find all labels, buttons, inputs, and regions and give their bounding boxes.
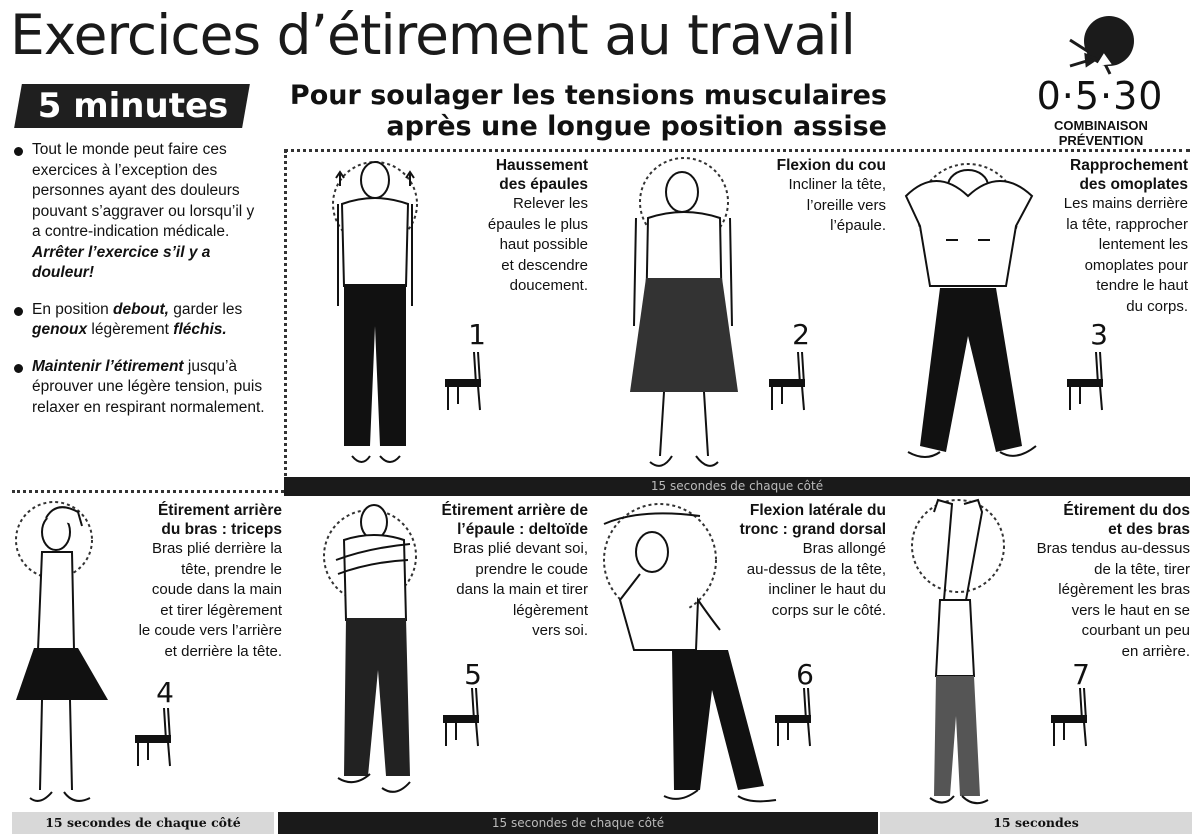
divider-top — [284, 149, 1190, 152]
duration-bar-ex4: 15 secondes de chaque côté — [12, 812, 274, 834]
exercise-4 — [116, 501, 282, 662]
person-figure-icon — [318, 500, 428, 810]
subtitle-line-1: Pour soulager les tensions musculaires — [289, 80, 887, 111]
exercise-7-number: 7 — [1072, 658, 1090, 691]
chair-icon — [134, 708, 174, 768]
exercise-3 — [1030, 156, 1188, 317]
duration-bar-ex7: 15 secondes — [880, 812, 1192, 834]
intro-bullet-1 — [10, 140, 265, 284]
exercise-1-number: 1 — [468, 318, 486, 351]
chair-icon — [768, 352, 808, 412]
intro-b2-e: légèrement — [87, 321, 174, 338]
duration-bar-row1: 15 secondes de chaque côté — [284, 477, 1190, 496]
intro-bullet-2 — [10, 300, 265, 341]
exercise-4-title: Étirement arrière du bras : triceps — [157, 502, 282, 538]
intro-text — [10, 140, 265, 434]
intro-b3-b: jusqu’à éprouver une légère tension, puis relaxer en respirant normalement. — [32, 357, 265, 416]
exercise-4-number: 4 — [156, 676, 174, 709]
exercise-1-text: Relever les épaules le plus haut possible et descendre doucement. — [487, 195, 588, 294]
intro-b3-a: Maintenir l’étirement — [32, 357, 184, 375]
exercise-5-title: Étirement arrière de l’épaule : deltoïde — [441, 502, 588, 538]
exercise-2-title: Flexion du cou — [776, 157, 886, 174]
intro-b2-a: En position — [32, 300, 113, 318]
intro-bullet-1-text: Tout le monde peut faire ces exercices à l’exception des personnes ayant des douleurs pouvant s’aggraver ou lorsqu’il y a contre-indication médicale. — [32, 141, 255, 240]
exercise-3-number: 3 — [1090, 318, 1108, 351]
logo-tagline: COMBINAISON PRÉVENTION — [1054, 118, 1148, 148]
intro-b2-c: garder les — [168, 300, 243, 318]
exercise-5-number: 5 — [464, 658, 482, 691]
person-figure-icon — [626, 156, 746, 476]
exercise-2 — [740, 156, 886, 237]
chair-icon — [774, 688, 814, 748]
intro-b2-b: debout, — [113, 300, 169, 318]
person-figure-icon — [904, 500, 1014, 810]
intro-bullet-3 — [10, 357, 265, 419]
exercise-2-number: 2 — [792, 318, 810, 351]
exercise-6-text: Bras allongé au-dessus de la tête, incliner le haut du corps sur le côté. — [746, 540, 886, 619]
chair-icon — [444, 352, 484, 412]
exercise-7-text: Bras tendus au-dessus de la tête, tirer légèrement les bras vers le haut en se courbant un peu en arrière. — [1036, 540, 1190, 660]
exercise-2-text: Incliner la tête, l’oreille vers l’épaule. — [788, 176, 886, 234]
chair-icon — [442, 688, 482, 748]
logo-arrows-icon — [1066, 30, 1136, 80]
exercise-5 — [404, 501, 588, 642]
exercise-6-title: Flexion latérale du tronc : grand dorsal — [739, 502, 886, 538]
exercise-6-number: 6 — [796, 658, 814, 691]
intro-b2-f: fléchis. — [173, 321, 227, 338]
intro-warning: Arrêter l’exercice s’il y a douleur! — [32, 243, 211, 281]
exercise-3-title: Rapprochement des omoplates — [1070, 157, 1188, 193]
person-figure-icon — [600, 500, 780, 810]
chair-icon — [1066, 352, 1106, 412]
logo-number: 0·5·30 — [1036, 74, 1164, 118]
person-figure-icon — [12, 500, 122, 810]
divider-left — [284, 150, 287, 476]
intro-b2-d: genoux — [32, 321, 88, 338]
exercise-5-text: Bras plié devant soi, prendre le coude dans la main et tirer légèrement vers soi. — [452, 540, 588, 639]
person-figure-icon — [896, 156, 1046, 476]
exercise-4-text: Bras plié derrière la tête, prendre le coude dans la main et tirer légèrement le coude vers l’arrière et derrière la tête. — [138, 540, 282, 660]
person-figure-icon — [320, 156, 430, 476]
page-title: Exercices d’étirement au travail — [10, 3, 855, 67]
exercise-1-title: Haussement des épaules — [495, 157, 588, 193]
exercise-3-text: Les mains derrière la tête, rapprocher lentement les omoplates pour tendre le haut du corps. — [1063, 195, 1188, 315]
exercise-1 — [420, 156, 588, 297]
subtitle-line-2: après une longue position assise — [386, 111, 887, 142]
exercise-7 — [1014, 501, 1190, 662]
duration-badge: 5 minutes — [37, 86, 229, 126]
chair-icon — [1050, 688, 1090, 748]
page-subtitle — [262, 80, 887, 142]
duration-bar-ex5-6: 15 secondes de chaque côté — [278, 812, 878, 834]
exercise-7-title: Étirement du dos et des bras — [1063, 502, 1190, 538]
